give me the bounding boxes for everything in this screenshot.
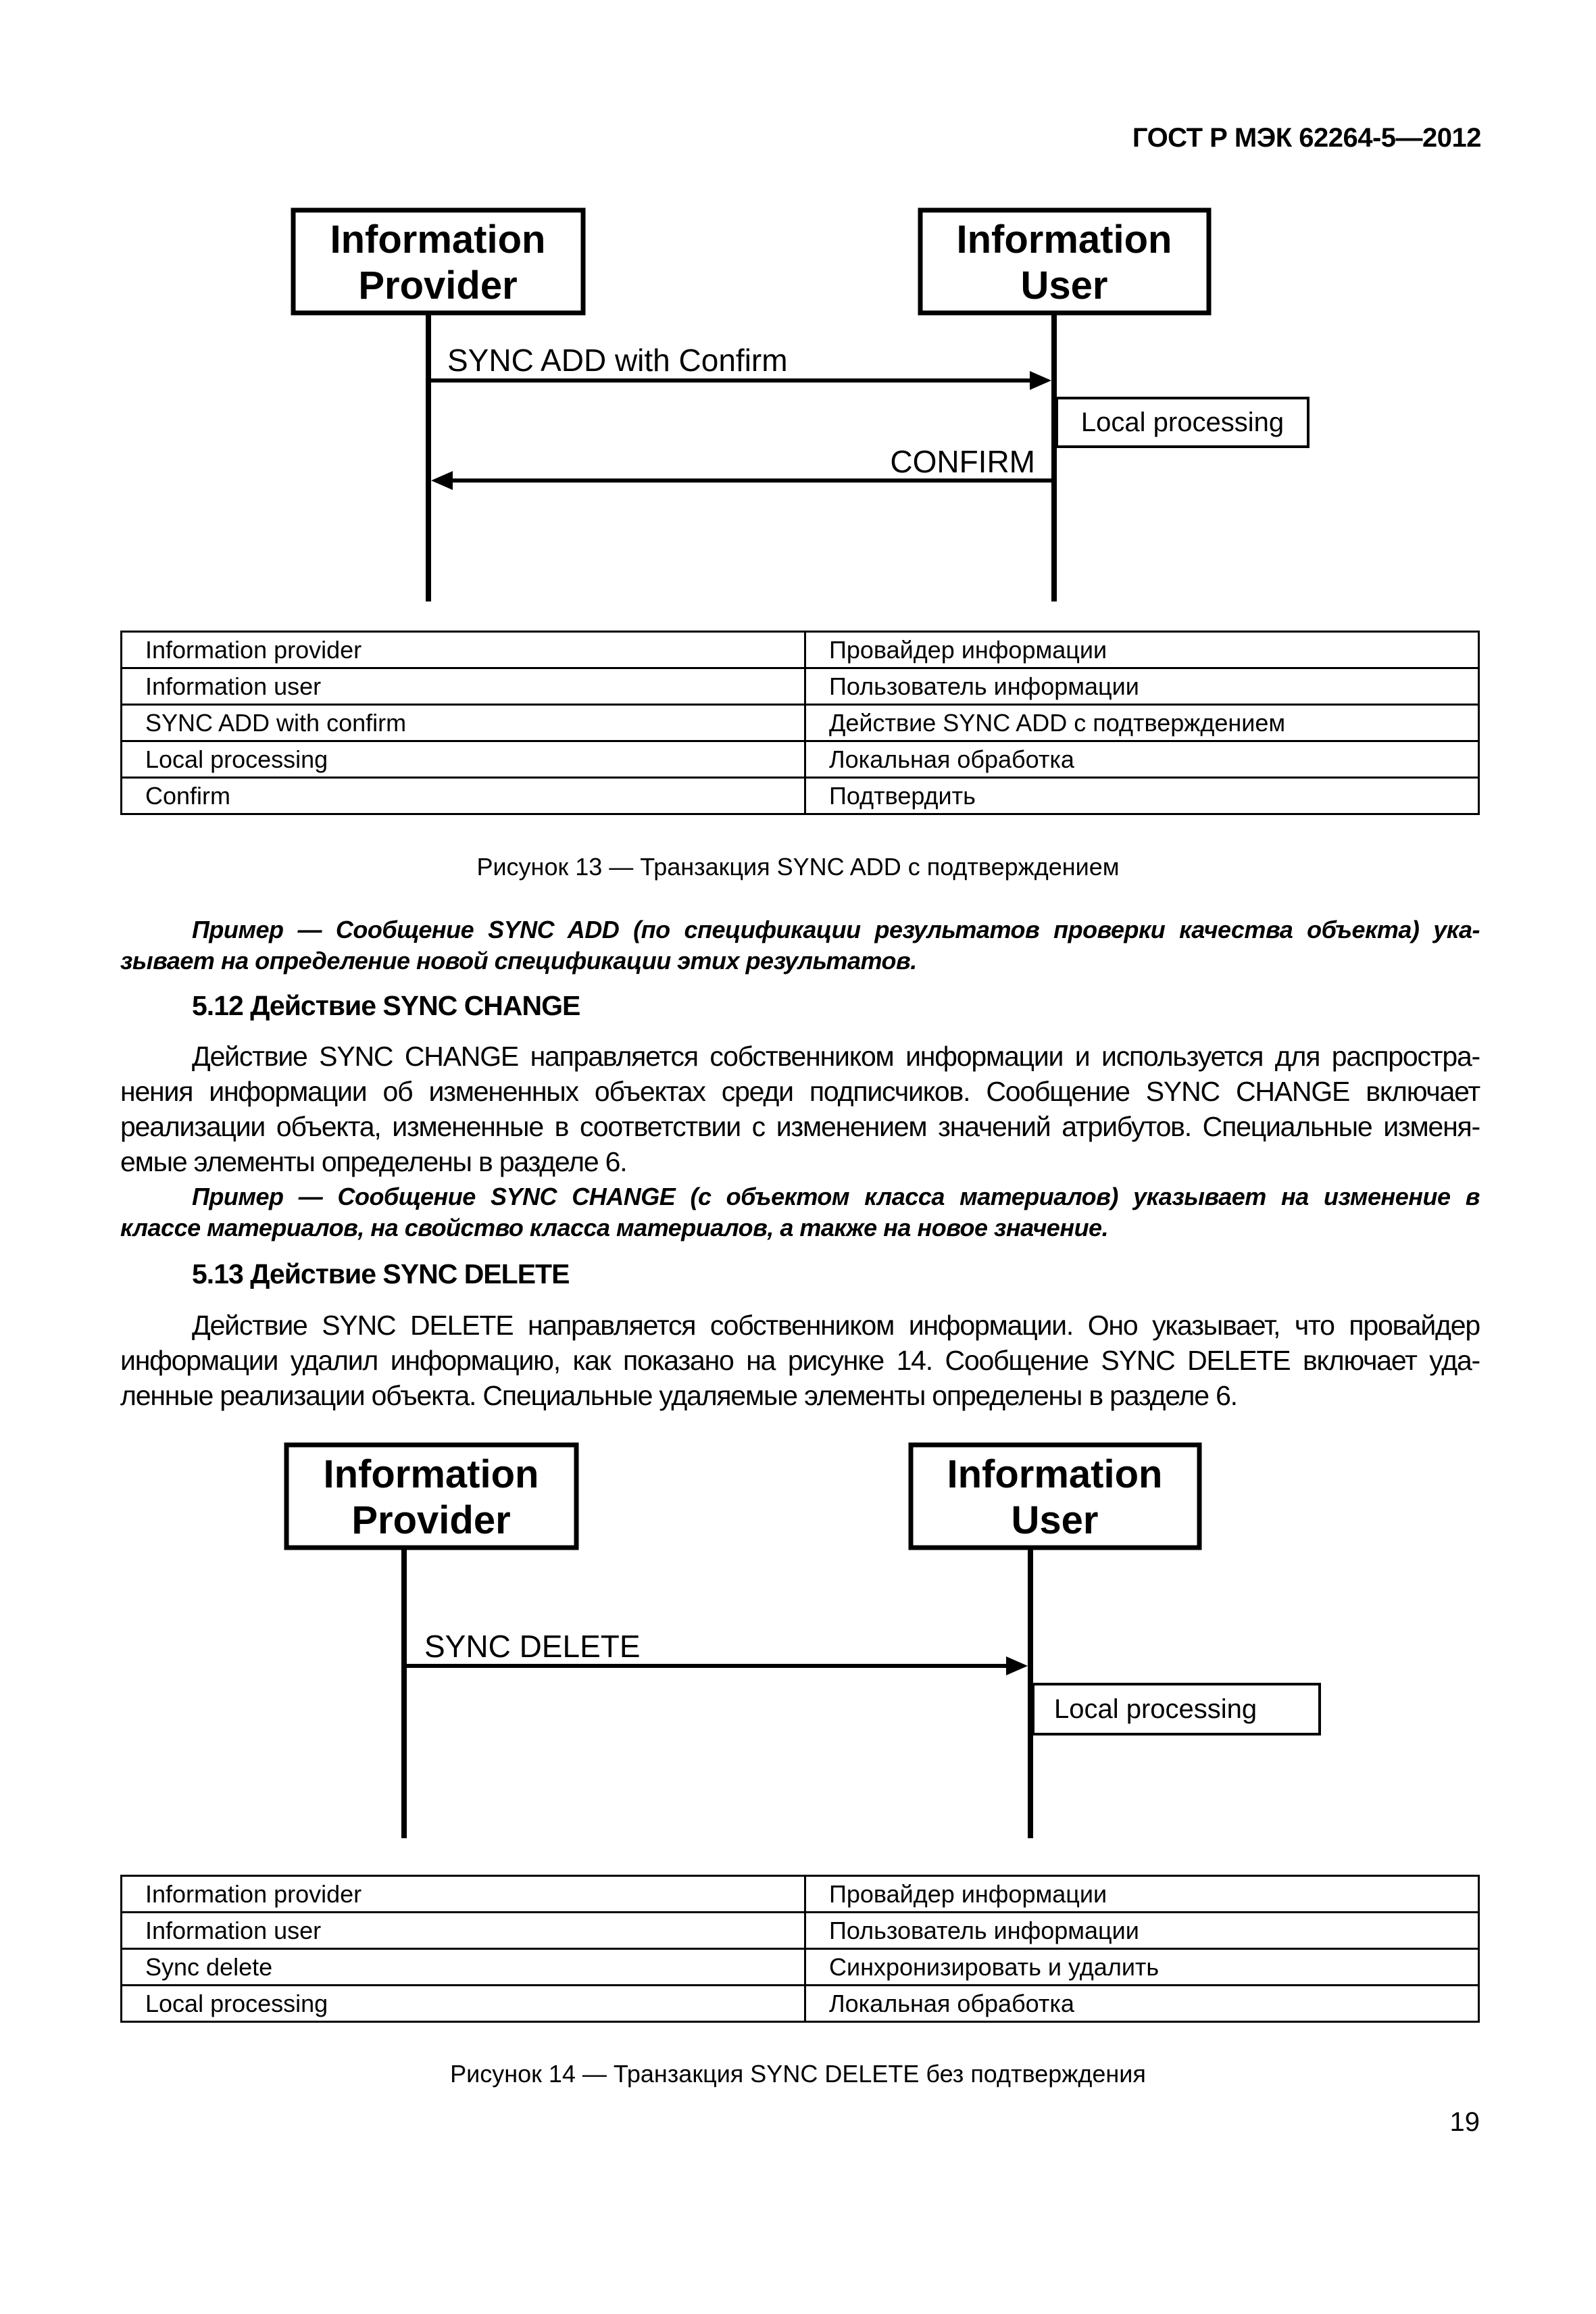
- paragraph-line: нения информации об измененных объектах среди подписчиков. Сообщение SYNC CHANGE включает: [120, 1076, 1480, 1107]
- user-label-line2: User: [1020, 264, 1108, 307]
- term-ru: Действие SYNC ADD с подтверждением: [805, 705, 1479, 741]
- term-en: SYNC ADD with confirm: [122, 705, 805, 741]
- local-processing-label: Local processing: [1080, 408, 1285, 437]
- user-label-line2: User: [1011, 1498, 1099, 1542]
- sync-add-message-label: SYNC ADD with Confirm: [447, 343, 788, 378]
- document-header: ГОСТ Р МЭК 62264-5—2012: [1132, 123, 1481, 153]
- table-row: [122, 1876, 1479, 1913]
- term-ru: Синхронизировать и удалить: [805, 1949, 1479, 1986]
- table-row: [122, 741, 1479, 778]
- example-note-1: [120, 914, 1480, 977]
- sync-add-arrowhead: [1030, 371, 1051, 390]
- table-row: [122, 632, 1479, 668]
- table-row: [122, 668, 1479, 705]
- term-ru: Провайдер информации: [805, 1876, 1479, 1913]
- figure-14-caption: Рисунок 14 — Транзакция SYNC DELETE без подтверждения: [450, 2060, 1146, 2088]
- term-ru: Локальная обработка: [805, 1986, 1479, 2022]
- term-en: Confirm: [122, 778, 805, 814]
- section-5-12-heading: 5.12 Действие SYNC CHANGE: [192, 990, 580, 1021]
- term-en: Information user: [122, 1913, 805, 1949]
- figure-13-glossary-table: [120, 631, 1480, 815]
- table-row: [122, 1949, 1479, 1986]
- paragraph-line: ленные реализации объекта. Специальные удаляемые элементы определены в разделе 6.: [120, 1380, 1237, 1411]
- page-number: 19: [1449, 2107, 1480, 2137]
- provider-label-line1: Information: [323, 1452, 539, 1496]
- section-5-13-heading: 5.13 Действие SYNC DELETE: [192, 1258, 570, 1289]
- example-note-2: [120, 1181, 1480, 1244]
- term-en: Information user: [122, 668, 805, 705]
- term-ru: Пользователь информации: [805, 668, 1479, 705]
- term-en: Information provider: [122, 632, 805, 668]
- section-5-13-paragraph: [120, 1308, 1480, 1413]
- provider-label-line2: Provider: [358, 264, 518, 307]
- table-row: [122, 1986, 1479, 2022]
- paragraph-line: информации удалил информацию, как показано на рисунке 14. Сообщение SYNC DELETE включает уда-: [120, 1345, 1480, 1376]
- local-processing-label: Local processing: [1054, 1694, 1257, 1724]
- term-ru: Подтвердить: [805, 778, 1479, 814]
- table-row: [122, 778, 1479, 814]
- example-line: Пример — Сообщение SYNC ADD (по спецификации результатов проверки качества объекта) ука-: [192, 916, 1480, 943]
- example-line: Пример — Сообщение SYNC CHANGE (с объектом класса материалов) указывает на изменение в: [192, 1183, 1480, 1210]
- provider-label-line1: Information: [330, 218, 546, 262]
- figure-14-sequence-diagram: [0, 1419, 1596, 1852]
- figure-14-glossary-table: [120, 1875, 1480, 2023]
- term-en: Sync delete: [122, 1949, 805, 1986]
- confirm-message-label: CONFIRM: [890, 444, 1035, 479]
- term-en: Local processing: [122, 1986, 805, 2022]
- section-5-12-paragraph: [120, 1039, 1480, 1179]
- paragraph-line: емые элементы определены в разделе 6.: [120, 1146, 627, 1177]
- sync-delete-message-label: SYNC DELETE: [424, 1629, 641, 1664]
- example-line: зывает на определение новой спецификации этих результатов.: [120, 947, 917, 975]
- provider-label-line2: Provider: [351, 1498, 511, 1542]
- confirm-arrowhead: [431, 471, 453, 490]
- figure-13-caption: Рисунок 13 — Транзакция SYNC ADD с подтверждением: [476, 853, 1120, 881]
- paragraph-line: Действие SYNC DELETE направляется собственником информации. Оно указывает, что провайдер: [192, 1310, 1480, 1341]
- term-ru: Провайдер информации: [805, 632, 1479, 668]
- user-label-line1: Information: [947, 1452, 1163, 1496]
- table-row: [122, 705, 1479, 741]
- term-ru: Пользователь информации: [805, 1913, 1479, 1949]
- paragraph-line: реализации объекта, измененные в соответствии с изменением значений атрибутов. Специальные изменя-: [120, 1111, 1480, 1142]
- paragraph-line: Действие SYNC CHANGE направляется собственником информации и используется для распростра-: [192, 1041, 1480, 1072]
- term-en: Local processing: [122, 741, 805, 778]
- term-ru: Локальная обработка: [805, 741, 1479, 778]
- user-label-line1: Information: [956, 218, 1172, 262]
- term-en: Information provider: [122, 1876, 805, 1913]
- example-line: классе материалов, на свойство класса материалов, а также на новое значение.: [120, 1214, 1109, 1241]
- figure-13-sequence-diagram: [0, 0, 1596, 622]
- sync-delete-arrowhead: [1006, 1656, 1028, 1675]
- table-row: [122, 1913, 1479, 1949]
